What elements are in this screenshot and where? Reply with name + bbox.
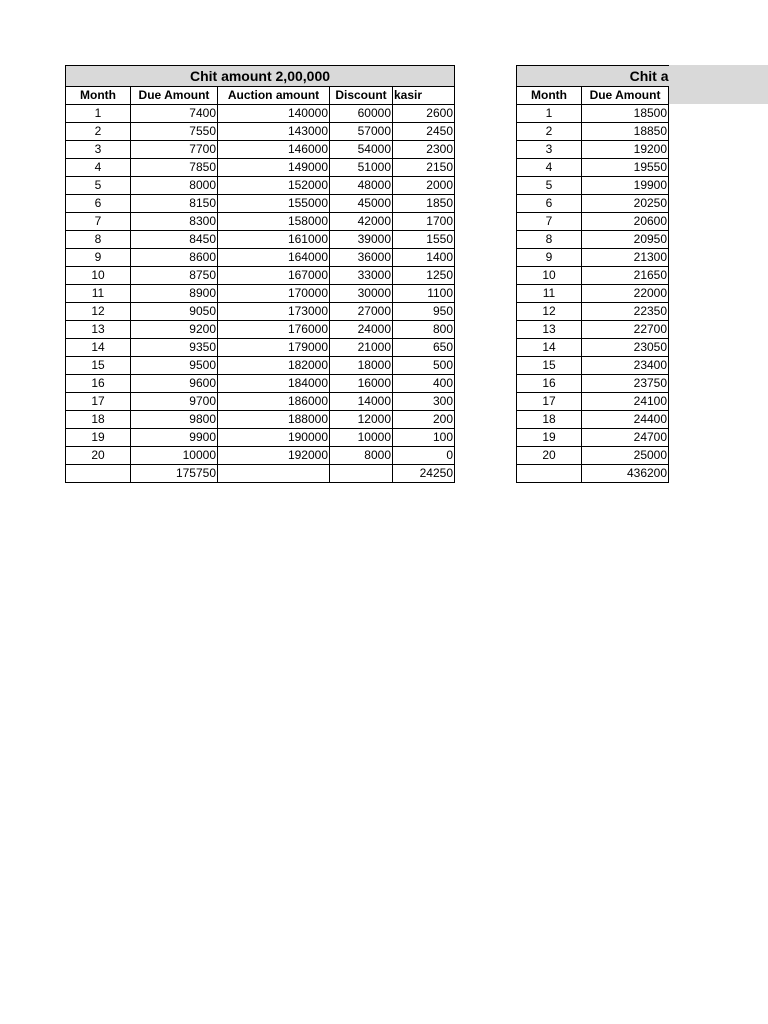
- table-cell: 161000: [218, 231, 330, 249]
- table-cell: 6: [66, 195, 131, 213]
- table-cell: 10000: [131, 447, 218, 465]
- table-cell: 7700: [131, 141, 218, 159]
- table-cell: 8750: [131, 267, 218, 285]
- table-cell: 20: [66, 447, 131, 465]
- table-cell: 19550: [582, 159, 669, 177]
- table-cell: 9600: [131, 375, 218, 393]
- table-cell: 8: [66, 231, 131, 249]
- table-cell: 23400: [582, 357, 669, 375]
- table-cell: 143000: [218, 123, 330, 141]
- total-cell: [66, 465, 131, 483]
- table-cell: 23750: [582, 375, 669, 393]
- column-header: Due Amount: [582, 87, 669, 105]
- table-cell: 4: [66, 159, 131, 177]
- table-cell: 22700: [582, 321, 669, 339]
- table-row: [66, 105, 455, 123]
- table-row: [66, 429, 455, 447]
- table-row: [517, 411, 669, 429]
- table-cell: 300: [393, 393, 455, 411]
- table-cell: 13: [66, 321, 131, 339]
- table-cell: 500: [393, 357, 455, 375]
- table-cell: 27000: [330, 303, 393, 321]
- table-row: [66, 303, 455, 321]
- table-cell: 140000: [218, 105, 330, 123]
- table-row: [66, 357, 455, 375]
- table-cell: 173000: [218, 303, 330, 321]
- column-header: Auction amount: [218, 87, 330, 105]
- table-row: [517, 249, 669, 267]
- table-cell: 21000: [330, 339, 393, 357]
- column-header: Month: [517, 87, 582, 105]
- table-row: [517, 105, 669, 123]
- table-cell: 19: [66, 429, 131, 447]
- table-cell: 192000: [218, 447, 330, 465]
- totals-row: [517, 465, 669, 483]
- table-cell: 30000: [330, 285, 393, 303]
- table-cell: 18: [66, 411, 131, 429]
- table-row: [66, 285, 455, 303]
- table-cell: 1700: [393, 213, 455, 231]
- total-cell: 24250: [393, 465, 455, 483]
- table-cell: 950: [393, 303, 455, 321]
- table-cell: 186000: [218, 393, 330, 411]
- column-header: Month: [66, 87, 131, 105]
- table-cell: 15: [66, 357, 131, 375]
- table-row: [517, 429, 669, 447]
- table-cell: 2300: [393, 141, 455, 159]
- table-cell: 25000: [582, 447, 669, 465]
- table-cell: 14: [517, 339, 582, 357]
- table-row: [66, 393, 455, 411]
- table-cell: 7: [66, 213, 131, 231]
- table-cell: 1100: [393, 285, 455, 303]
- table-title: Chit amount 2,00,000: [66, 66, 455, 87]
- table-cell: 188000: [218, 411, 330, 429]
- table-cell: 1550: [393, 231, 455, 249]
- column-header: Discount: [330, 87, 393, 105]
- table-cell: 2: [66, 123, 131, 141]
- table-cell: 22000: [582, 285, 669, 303]
- table-row: [66, 213, 455, 231]
- table-cell: 24000: [330, 321, 393, 339]
- table-cell: 400: [393, 375, 455, 393]
- totals-row: [66, 465, 455, 483]
- table-cell: 8000: [131, 177, 218, 195]
- table-cell: 57000: [330, 123, 393, 141]
- table-cell: 1: [517, 105, 582, 123]
- table-cell: 60000: [330, 105, 393, 123]
- table-cell: 4: [517, 159, 582, 177]
- table-cell: 1850: [393, 195, 455, 213]
- table-cell: 800: [393, 321, 455, 339]
- table-cell: 650: [393, 339, 455, 357]
- table-cell: 9500: [131, 357, 218, 375]
- total-cell: 175750: [131, 465, 218, 483]
- table-cell: 146000: [218, 141, 330, 159]
- table-cell: 7: [517, 213, 582, 231]
- table-cell: 20: [517, 447, 582, 465]
- table-row: [66, 231, 455, 249]
- table-row: [66, 177, 455, 195]
- table-cell: 5: [66, 177, 131, 195]
- table-cell: 10: [517, 267, 582, 285]
- table-cell: 190000: [218, 429, 330, 447]
- table-row: [517, 447, 669, 465]
- table-cell: 11: [66, 285, 131, 303]
- table-row: [66, 375, 455, 393]
- table-row: [66, 447, 455, 465]
- table-cell: 18: [517, 411, 582, 429]
- table-cell: 0: [393, 447, 455, 465]
- table-cell: 1400: [393, 249, 455, 267]
- table-cell: 170000: [218, 285, 330, 303]
- table-cell: 9900: [131, 429, 218, 447]
- table-cell: 182000: [218, 357, 330, 375]
- table-cell: 2: [517, 123, 582, 141]
- table-row: [66, 249, 455, 267]
- table-cell: 17: [66, 393, 131, 411]
- table-cell: 24700: [582, 429, 669, 447]
- table-cell: 11: [517, 285, 582, 303]
- table-cell: 20600: [582, 213, 669, 231]
- table-cell: 1250: [393, 267, 455, 285]
- table-cell: 9050: [131, 303, 218, 321]
- table-row: [66, 159, 455, 177]
- table-cell: 12000: [330, 411, 393, 429]
- table-cell: 22350: [582, 303, 669, 321]
- table-cell: 152000: [218, 177, 330, 195]
- table-cell: 16000: [330, 375, 393, 393]
- table-cell: 20250: [582, 195, 669, 213]
- table-row: [517, 285, 669, 303]
- total-cell: [330, 465, 393, 483]
- table-cell: 13: [517, 321, 582, 339]
- table-cell: 10000: [330, 429, 393, 447]
- table-cell: 164000: [218, 249, 330, 267]
- table-cell: 36000: [330, 249, 393, 267]
- table-cell: 23050: [582, 339, 669, 357]
- table-cell: 9800: [131, 411, 218, 429]
- table-row: [66, 339, 455, 357]
- table-cell: 179000: [218, 339, 330, 357]
- table-cell: 8300: [131, 213, 218, 231]
- table-cell: 12: [517, 303, 582, 321]
- table-cell: 8000: [330, 447, 393, 465]
- chit-table-200000: [65, 65, 455, 483]
- table-row: [517, 267, 669, 285]
- table-cell: 18850: [582, 123, 669, 141]
- table-cell: 16: [66, 375, 131, 393]
- table-cell: 39000: [330, 231, 393, 249]
- table-cell: 18000: [330, 357, 393, 375]
- table-cell: 200: [393, 411, 455, 429]
- table-cell: 158000: [218, 213, 330, 231]
- table-cell: 14000: [330, 393, 393, 411]
- total-cell: [517, 465, 582, 483]
- table-cell: 45000: [330, 195, 393, 213]
- table-row: [66, 411, 455, 429]
- table-cell: 9200: [131, 321, 218, 339]
- table-row: [66, 141, 455, 159]
- table-cell: 42000: [330, 213, 393, 231]
- table-cell: 2150: [393, 159, 455, 177]
- table-cell: 51000: [330, 159, 393, 177]
- table-cell: 19: [517, 429, 582, 447]
- table-cell: 18500: [582, 105, 669, 123]
- table-cell: 5: [517, 177, 582, 195]
- table-row: [517, 393, 669, 411]
- table-row: [517, 231, 669, 249]
- table-cell: 8600: [131, 249, 218, 267]
- table-row: [66, 123, 455, 141]
- table-cell: 8: [517, 231, 582, 249]
- table-row: [517, 141, 669, 159]
- table-cell: 17: [517, 393, 582, 411]
- table-cell: 33000: [330, 267, 393, 285]
- table-cell: 9: [517, 249, 582, 267]
- table-cell: 3: [66, 141, 131, 159]
- table-row: [517, 357, 669, 375]
- table-cell: 19900: [582, 177, 669, 195]
- table-row: [517, 375, 669, 393]
- table-cell: 24400: [582, 411, 669, 429]
- table-cell: 9700: [131, 393, 218, 411]
- table-row: [517, 303, 669, 321]
- table-row: [66, 267, 455, 285]
- table-cell: 6: [517, 195, 582, 213]
- table-cell: 19200: [582, 141, 669, 159]
- table-cell: 10: [66, 267, 131, 285]
- table-cell: 54000: [330, 141, 393, 159]
- table-cell: 176000: [218, 321, 330, 339]
- table-cell: 9350: [131, 339, 218, 357]
- table-cell: 8900: [131, 285, 218, 303]
- table-title: Chit a: [517, 66, 669, 87]
- table-cell: 15: [517, 357, 582, 375]
- table-row: [517, 159, 669, 177]
- table-cell: 149000: [218, 159, 330, 177]
- table-cell: 1: [66, 105, 131, 123]
- table-row: [517, 177, 669, 195]
- table-cell: 155000: [218, 195, 330, 213]
- chit-table-second: [516, 65, 669, 483]
- table-cell: 3: [517, 141, 582, 159]
- table-cell: 8450: [131, 231, 218, 249]
- table-cell: 21300: [582, 249, 669, 267]
- column-header: kasir: [393, 87, 455, 105]
- table-cell: 12: [66, 303, 131, 321]
- column-header: Due Amount: [131, 87, 218, 105]
- table-cell: 7550: [131, 123, 218, 141]
- table-cell: 8150: [131, 195, 218, 213]
- table-row: [517, 213, 669, 231]
- total-cell: [218, 465, 330, 483]
- table-cell: 16: [517, 375, 582, 393]
- table-cell: 7850: [131, 159, 218, 177]
- table-row: [517, 123, 669, 141]
- table-row: [517, 321, 669, 339]
- total-cell: 436200: [582, 465, 669, 483]
- table-cell: 184000: [218, 375, 330, 393]
- table-cell: 9: [66, 249, 131, 267]
- table-cell: 48000: [330, 177, 393, 195]
- table-cell: 7400: [131, 105, 218, 123]
- table-row: [66, 321, 455, 339]
- table-row: [66, 195, 455, 213]
- table-row: [517, 195, 669, 213]
- table-row: [517, 339, 669, 357]
- table-cell: 2600: [393, 105, 455, 123]
- header-fill-cell: [669, 65, 768, 104]
- table-cell: 14: [66, 339, 131, 357]
- table-cell: 24100: [582, 393, 669, 411]
- table-cell: 2000: [393, 177, 455, 195]
- table-cell: 167000: [218, 267, 330, 285]
- table-cell: 20950: [582, 231, 669, 249]
- table-cell: 21650: [582, 267, 669, 285]
- table-cell: 2450: [393, 123, 455, 141]
- table-cell: 100: [393, 429, 455, 447]
